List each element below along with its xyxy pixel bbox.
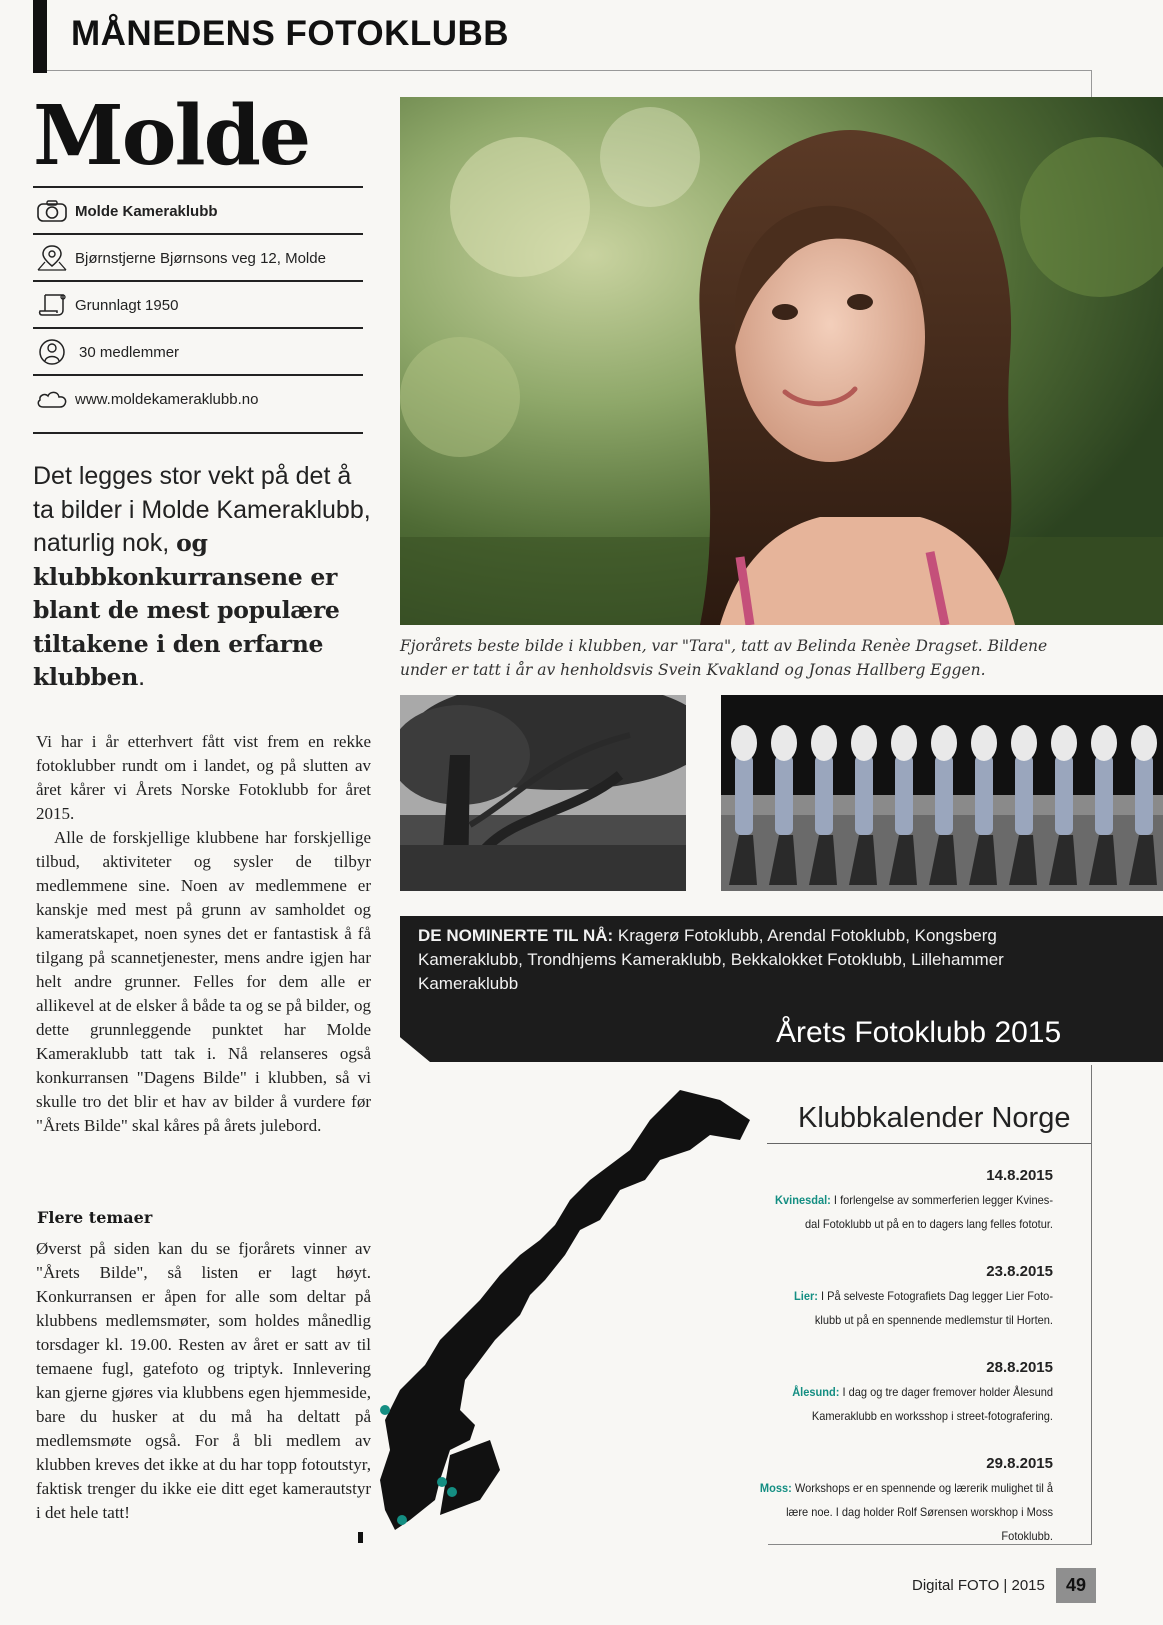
end-mark [358, 1532, 363, 1543]
map-marker [397, 1515, 407, 1525]
lead-bold: og klubbkonkurransene er blant de mest populære tiltakene i den erfarne klubben [33, 529, 340, 691]
norway-map [380, 1080, 760, 1540]
members-text: 30 medlemmer [79, 343, 180, 361]
info-row-club [33, 186, 363, 234]
info-bottom-rule [33, 432, 363, 434]
event-place: Kvinesdal: [775, 1193, 831, 1207]
club-address: Bjørnstjerne Bjørnsons veg 12, Molde [75, 249, 326, 267]
info-row-members [33, 327, 363, 375]
event-date: 28.8.2015 [986, 1359, 1053, 1376]
event-place: Moss: [759, 1481, 792, 1495]
magazine-name: Digital FOTO [912, 1577, 1000, 1594]
event-place: Lier: [794, 1289, 818, 1303]
location-pin-icon [35, 244, 69, 272]
subheading: Flere temaer [37, 1208, 153, 1227]
event-text-line: I dag og tre dager fremover holder Ålesund [839, 1385, 1053, 1399]
header-rule-vertical [1091, 70, 1092, 100]
event-place: Ålesund: [792, 1385, 840, 1399]
lead-normal: Det legges stor vekt på det å ta bilder i Molde Kameraklubb, naturlig nok, [33, 462, 371, 557]
hands-photo [721, 695, 1163, 891]
event-text [756, 1188, 1053, 1236]
magazine-year: 2015 [1011, 1577, 1045, 1594]
cloud-icon [35, 385, 69, 413]
scroll-icon [35, 291, 69, 319]
photo-caption: Fjorårets beste bilde i klubben, var "Tara", tatt av Belinda Renèe Dragset. Bildene under er tatt i år av henholdsvis Svein Kvakland og Jonas Hallberg Eggen. [400, 637, 1048, 679]
calendar-rule-vertical [1091, 1065, 1092, 1545]
club-name: Molde Kameraklubb [75, 202, 218, 220]
event-date: 23.8.2015 [986, 1263, 1053, 1280]
body-column-top [36, 730, 371, 1138]
page-title: Molde [33, 88, 310, 184]
event-text [756, 1284, 1053, 1332]
calendar-event [730, 1455, 1053, 1548]
nominees-text [418, 924, 1058, 996]
calendar-title: Klubbkalender Norge [798, 1102, 1071, 1134]
website-link[interactable]: www.moldekameraklubb.no [75, 390, 259, 408]
lead-paragraph [33, 460, 373, 695]
body-paragraph-2: Alle de forskjellige klubbene har forskjellige tilbud, aktiviteter og sysler de tilbyr medlemmene sine. Noen av medlemmene er kanskje med mest på grunn av samholdet og kameratskapet, noen synes det er fantastisk å få tilgang på scannetjenester, mens andre igjen har helt andre grunner. Felles for dem alle er allikevel at de elsker å både ta og se på bilder, og dette grunnleggende punktet har Molde Kameraklubb tatt tak i. Nå relanseres også konkurransen "Dagens Bilde" i klubben, så vi skulle tro det blir et hav av bilder å vurdere før "Årets Bilde" skal kåres på årets julebord. [36, 828, 371, 1135]
nominees-label: DE NOMINERTE TIL NÅ: [418, 926, 614, 945]
map-marker [447, 1487, 457, 1497]
nominees-title: Årets Fotoklubb 2015 [776, 1016, 1062, 1049]
lead-end: . [138, 663, 146, 691]
map-marker [437, 1477, 447, 1487]
header-bar [33, 0, 47, 73]
event-text-line: Workshops er en spennende og lærerik mulighet til å [791, 1481, 1053, 1495]
info-row-website [33, 374, 363, 422]
nominees-list: Kragerø Fotoklubb, Arendal Fotoklubb, Kongsberg Kameraklubb, Trondhjems Kameraklubb, Bekkalokket Fotoklubb, Lillehammer Kameraklubb [418, 926, 1004, 993]
event-text-line: I forlengelse av sommerferien legger Kvines- [830, 1193, 1053, 1207]
event-date: 29.8.2015 [986, 1455, 1053, 1472]
tree-photo [400, 695, 686, 891]
camera-icon [35, 197, 69, 225]
person-icon [35, 338, 69, 366]
event-text-line: I På selveste Fotografiets Dag legger Lier Foto- [817, 1289, 1053, 1303]
calendar-event [730, 1263, 1053, 1332]
calendar-rule [767, 1143, 1092, 1144]
event-text [756, 1476, 1053, 1548]
map-marker [380, 1405, 390, 1415]
calendar-event [730, 1167, 1053, 1236]
event-date: 14.8.2015 [986, 1167, 1053, 1184]
info-row-founded [33, 280, 363, 328]
main-photo [400, 97, 1163, 625]
page-number: 49 [1056, 1568, 1096, 1603]
header-rule [47, 70, 1092, 71]
founded-text: Grunnlagt 1950 [75, 296, 179, 314]
body-column-bottom [36, 1237, 371, 1525]
section-title: MÅNEDENS FOTOKLUBB [71, 14, 510, 53]
event-text-line: Kameraklubb en worksshop i street-fotografering. [811, 1409, 1053, 1423]
event-text-line: lære noe. I dag holder Rolf Sørensen worskhop i Moss Fotoklubb. [786, 1505, 1053, 1543]
event-text [756, 1380, 1053, 1428]
body-paragraph-3: Øverst på siden kan du se fjorårets vinner av "Årets Bilde", så listen er lagt høyt. Konkurransen er åpen for alle som deltar på klubbens medlemsmøter, som holdes månedlig torsdager kl. 19.00. Resten av året er satt av til temaene fugl, gatefoto og triptyk. Innlevering kan gjerne gjøres via klubbens egen hjemmeside, bare du husker at du må ha deltatt på medlemsmøte også. For å bli medlem av klubben kreves det ikke at du har topp fotoutstyr, faktisk trenger du ikke eie ditt eget kamerautstyr i det hele tatt! [36, 1239, 371, 1522]
info-row-address [33, 233, 363, 281]
event-text-line: dal Fotoklubb ut på en to dagers lang felles fototur. [805, 1217, 1053, 1231]
calendar-event [730, 1359, 1053, 1428]
event-text-line: klubb ut på en spennende medlemstur til Horten. [814, 1313, 1053, 1327]
footer-magazine: Digital FOTO | 2015 [912, 1577, 1045, 1594]
body-paragraph-1: Vi har i år etterhvert fått vist frem en rekke fotoklubber rundt om i landet, og på slutten av året kårer vi Årets Norske Fotoklubb for året 2015. [36, 732, 371, 823]
